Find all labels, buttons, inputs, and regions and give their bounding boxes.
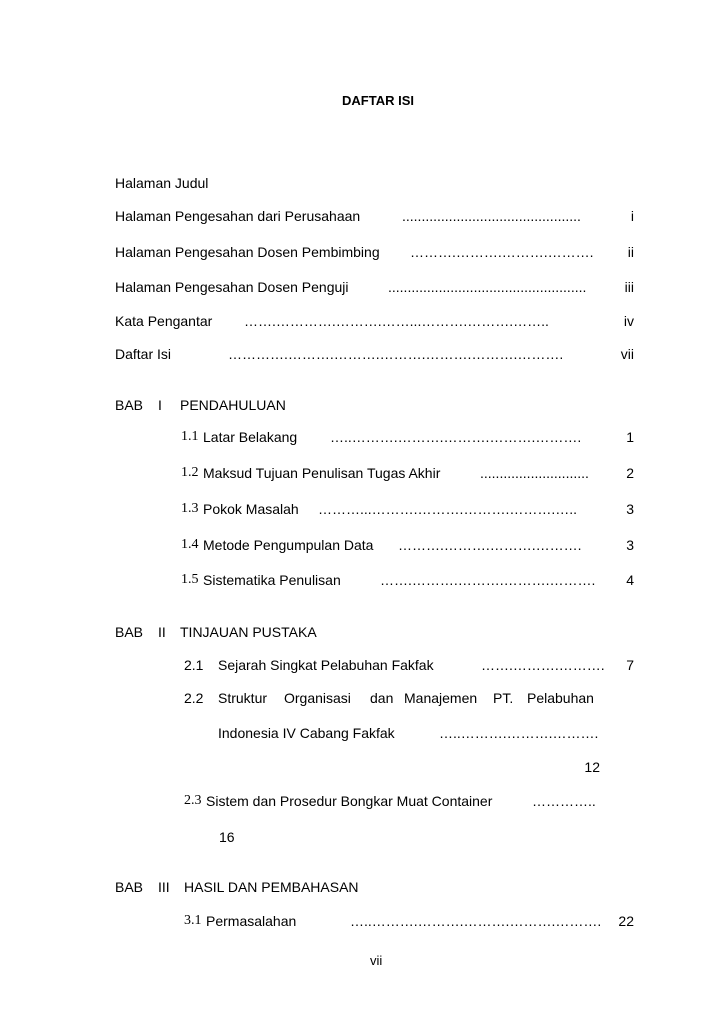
bab2-item-2-word-3[interactable]: Manajemen <box>404 690 478 706</box>
bab2-item-1-label[interactable]: Sejarah Singkat Pelabuhan Fakfak <box>218 657 434 673</box>
bab3-item-0-dots: …..……….……….……….……….………. <box>350 913 602 929</box>
bab1-item-3-label[interactable]: Metode Pengumpulan Data <box>203 537 374 553</box>
bab2-item-3-label[interactable]: Sistem dan Prosedur Bongkar Muat Container <box>206 793 493 809</box>
toc-front-0-label[interactable]: Halaman Judul <box>115 175 209 191</box>
bab1-item-1-page: 2 <box>626 465 634 481</box>
toc-front-4-label[interactable]: Kata Pengantar <box>115 313 213 329</box>
bab3-item-0-num: 3.1 <box>184 913 202 928</box>
bab1-item-3-page: 3 <box>626 537 634 553</box>
bab2-item-2-line2[interactable]: Indonesia IV Cabang Fakfak <box>218 725 395 741</box>
bab1-item-0-num: 1.1 <box>181 429 199 444</box>
bab1-item-2-dots: ………...……….……….……….……….….. <box>318 501 578 517</box>
bab1-item-2-page: 3 <box>626 501 634 517</box>
bab2-roman: II <box>158 624 166 640</box>
toc-front-5-page: vii <box>620 346 634 362</box>
bab1-item-1-dots: ............................ <box>480 465 589 481</box>
toc-front-1-label[interactable]: Halaman Pengesahan dari Perusahaan <box>115 208 361 224</box>
toc-front-2-dots: ……….……….……….………. <box>410 244 594 260</box>
toc-front-1-page: i <box>630 208 634 224</box>
bab1-item-0-page: 1 <box>626 429 634 445</box>
bab3-item-0-label[interactable]: Permasalahan <box>206 913 297 929</box>
bab2-item-2-word-0[interactable]: Struktur <box>218 690 268 706</box>
bab1-item-2-num: 1.3 <box>181 501 199 516</box>
bab1-item-4-num: 1.5 <box>181 572 199 587</box>
bab2-item-2-dots: …..……….……….………. <box>439 725 599 741</box>
bab2-item-1-dots: …….……….………. <box>481 657 605 673</box>
bab3-roman: III <box>158 879 170 895</box>
bab1-title[interactable]: PENDAHULUAN <box>180 397 286 413</box>
toc-front-1-dots: .............................................. <box>402 208 581 224</box>
footer-page-number: vii <box>370 953 383 968</box>
bab1-item-0-label[interactable]: Latar Belakang <box>203 429 298 445</box>
toc-front-5-label[interactable]: Daftar Isi <box>115 346 172 362</box>
bab2-item-1-page: 7 <box>626 657 634 673</box>
bab2-item-2-word-1[interactable]: Organisasi <box>284 690 351 706</box>
bab3-item-0-page: 22 <box>618 913 634 929</box>
bab1-item-4-dots: …….……….……….……….………. <box>380 572 596 588</box>
toc-front-2-label[interactable]: Halaman Pengesahan Dosen Pembimbing <box>115 244 380 260</box>
toc-front-4-dots: …….………….……….……...……….……….…….. <box>244 313 549 329</box>
bab2-item-2-num: 2.2 <box>184 690 204 706</box>
bab2-item-3-num: 2.3 <box>184 793 202 808</box>
bab2-item-2-word-4[interactable]: PT. <box>493 690 514 706</box>
bab1-item-0-dots: …..……….……….……….……….………. <box>330 429 582 445</box>
bab3-word: BAB <box>115 879 144 895</box>
bab1-roman: I <box>158 397 162 413</box>
bab2-item-2-word-5[interactable]: Pelabuhan <box>527 690 594 706</box>
bab2-item-3-page: 16 <box>219 829 235 845</box>
bab2-title[interactable]: TINJAUAN PUSTAKA <box>180 624 317 640</box>
bab2-item-2-word-2[interactable]: dan <box>370 690 394 706</box>
bab1-item-1-num: 1.2 <box>181 465 199 480</box>
bab1-item-3-dots: ……….……….……….………. <box>398 537 582 553</box>
page-title: DAFTAR ISI <box>342 93 414 108</box>
bab1-item-4-label[interactable]: Sistematika Penulisan <box>203 572 341 588</box>
bab1-word: BAB <box>115 397 144 413</box>
bab2-item-1-num: 2.1 <box>184 657 204 673</box>
toc-front-3-dots: ................................................... <box>388 279 587 295</box>
toc-front-5-dots: ………….……….……….……….……….……….………. <box>228 346 564 362</box>
bab2-word: BAB <box>115 624 144 640</box>
bab2-item-2-page: 12 <box>584 759 600 775</box>
toc-front-3-label[interactable]: Halaman Pengesahan Dosen Penguji <box>115 279 349 295</box>
bab1-item-1-label[interactable]: Maksud Tujuan Penulisan Tugas Akhir <box>203 465 441 481</box>
bab1-item-3-num: 1.4 <box>181 537 199 552</box>
bab1-item-4-page: 4 <box>626 572 634 588</box>
bab2-item-3-dots: ………….. <box>532 793 596 809</box>
toc-front-2-page: ii <box>627 244 634 260</box>
toc-front-3-page: iii <box>624 279 634 295</box>
toc-front-4-page: iv <box>623 313 634 329</box>
bab3-title[interactable]: HASIL DAN PEMBAHASAN <box>184 879 359 895</box>
bab1-item-2-label[interactable]: Pokok Masalah <box>203 501 299 517</box>
